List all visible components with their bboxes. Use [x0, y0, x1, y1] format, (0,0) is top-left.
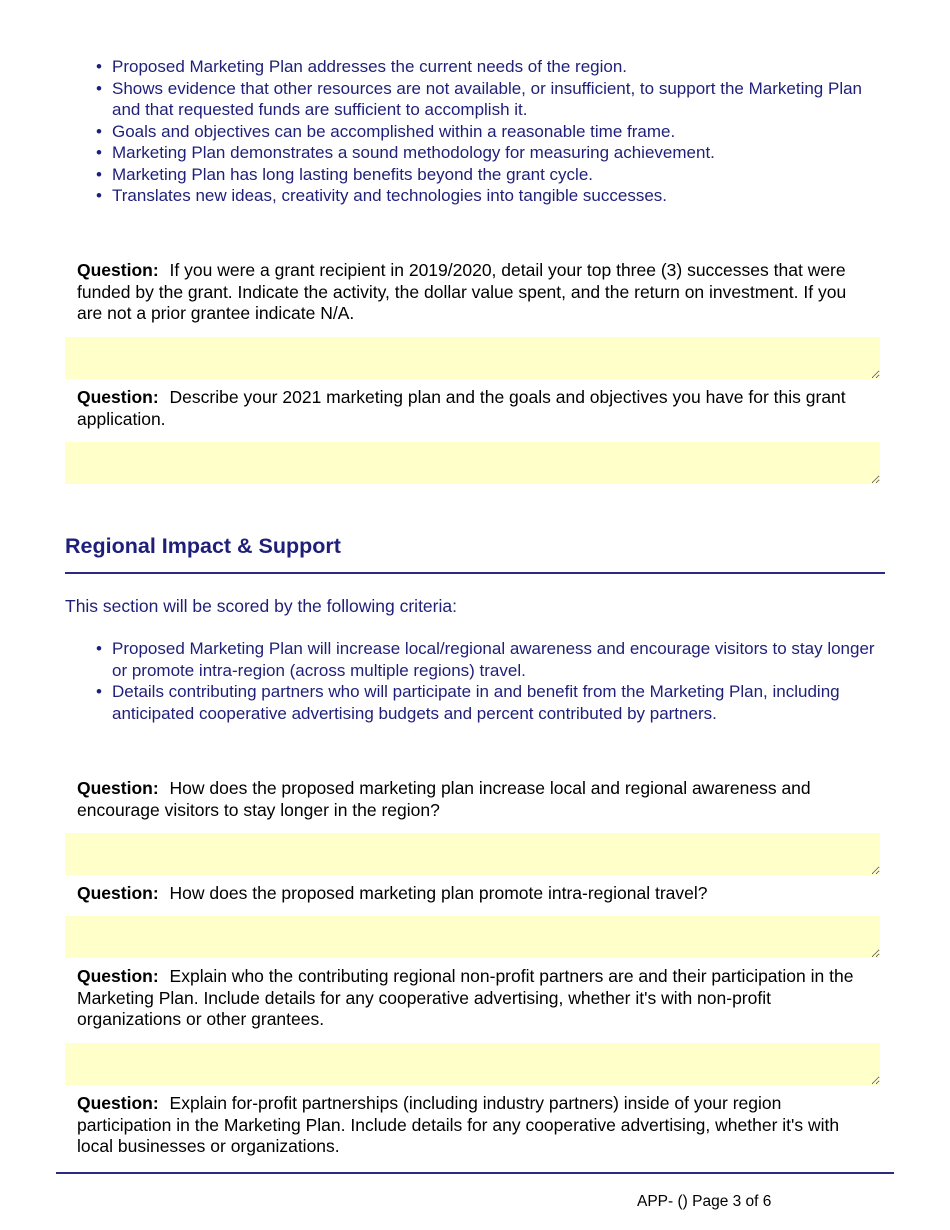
regional-criteria-list	[96, 638, 876, 724]
question-text: How does the proposed marketing plan increase local and regional awareness and encourage visitors to stay longer in the region?	[77, 778, 811, 820]
list-item: • Shows evidence that other resources are not available, or insufficient, to support the Marketing Plan and that requested funds are sufficient to accomplish it.	[96, 78, 863, 119]
answer-field-regional-awareness[interactable]	[65, 833, 880, 875]
page-number: APP- () Page 3 of 6	[637, 1193, 772, 1210]
question-label: Question:	[77, 387, 159, 407]
section-divider	[65, 572, 885, 574]
scoring-criteria-list	[96, 56, 876, 207]
bullet-icon: •	[96, 78, 102, 98]
question-text: How does the proposed marketing plan promote intra-regional travel?	[169, 883, 708, 903]
bullet-icon: •	[96, 682, 102, 701]
bullet-icon: •	[96, 57, 102, 76]
question-label: Question:	[77, 260, 159, 280]
question-label: Question:	[77, 883, 159, 903]
section-title: Regional Impact & Support	[65, 534, 341, 558]
list-item: • Details contributing partners who will participate in and benefit from the Marketing Plan, including anticipated cooperative advertising budgets and percent contributed by partners.	[96, 682, 840, 723]
question-label: Question:	[77, 966, 159, 986]
question-regional-awareness	[77, 778, 867, 821]
list-item: • Proposed Marketing Plan addresses the current needs of the region.	[96, 57, 628, 76]
bullet-icon: •	[96, 121, 102, 141]
bullet-icon: •	[96, 639, 102, 658]
list-item: • Marketing Plan has long lasting benefits beyond the grant cycle.	[96, 164, 594, 184]
bullet-icon: •	[96, 143, 102, 162]
answer-field-prior-successes[interactable]	[65, 337, 880, 379]
list-item: • Goals and objectives can be accomplished within a reasonable time frame.	[96, 121, 676, 141]
list-item: • Translates new ideas, creativity and technologies into tangible successes.	[96, 186, 668, 205]
question-text: If you were a grant recipient in 2019/2020, detail your top three (3) successes that were funded by the grant. Indicate the activity, the dollar value spent, and the return on investment. If you are not a prior grantee indicate N/A.	[77, 260, 847, 323]
question-label: Question:	[77, 1093, 159, 1113]
list-item: • Marketing Plan demonstrates a sound methodology for measuring achievement.	[96, 143, 715, 162]
bullet-icon: •	[96, 164, 102, 184]
section-intro: This section will be scored by the following criteria:	[65, 596, 457, 616]
bullet-icon: •	[96, 186, 102, 205]
question-nonprofit-partners	[77, 966, 867, 1031]
question-text: Explain for-profit partnerships (including industry partners) inside of your region participation in the Marketing Plan. Include details for any cooperative advertising, whether it's with local businesses or organizations.	[77, 1093, 840, 1156]
answer-field-intra-regional-travel[interactable]	[65, 916, 880, 958]
question-prior-successes	[77, 260, 867, 325]
question-text: Explain who the contributing regional non-profit partners are and their participation in the Marketing Plan. Include details for any cooperative advertising, whether it's with non-profit organizations or other grantees.	[77, 966, 854, 1029]
footer-divider	[56, 1172, 894, 1174]
question-forprofit-partnerships	[77, 1093, 867, 1158]
answer-field-nonprofit-partners[interactable]	[65, 1043, 880, 1085]
list-item: • Proposed Marketing Plan will increase local/regional awareness and encourage visitors to stay longer or promote intra-region (across multiple regions) travel.	[96, 639, 875, 680]
question-marketing-plan-goals	[77, 387, 867, 430]
question-label: Question:	[77, 778, 159, 798]
answer-field-marketing-plan-goals[interactable]	[65, 442, 880, 484]
question-text: Describe your 2021 marketing plan and the goals and objectives you have for this grant application.	[77, 387, 846, 429]
question-intra-regional-travel	[77, 883, 867, 905]
